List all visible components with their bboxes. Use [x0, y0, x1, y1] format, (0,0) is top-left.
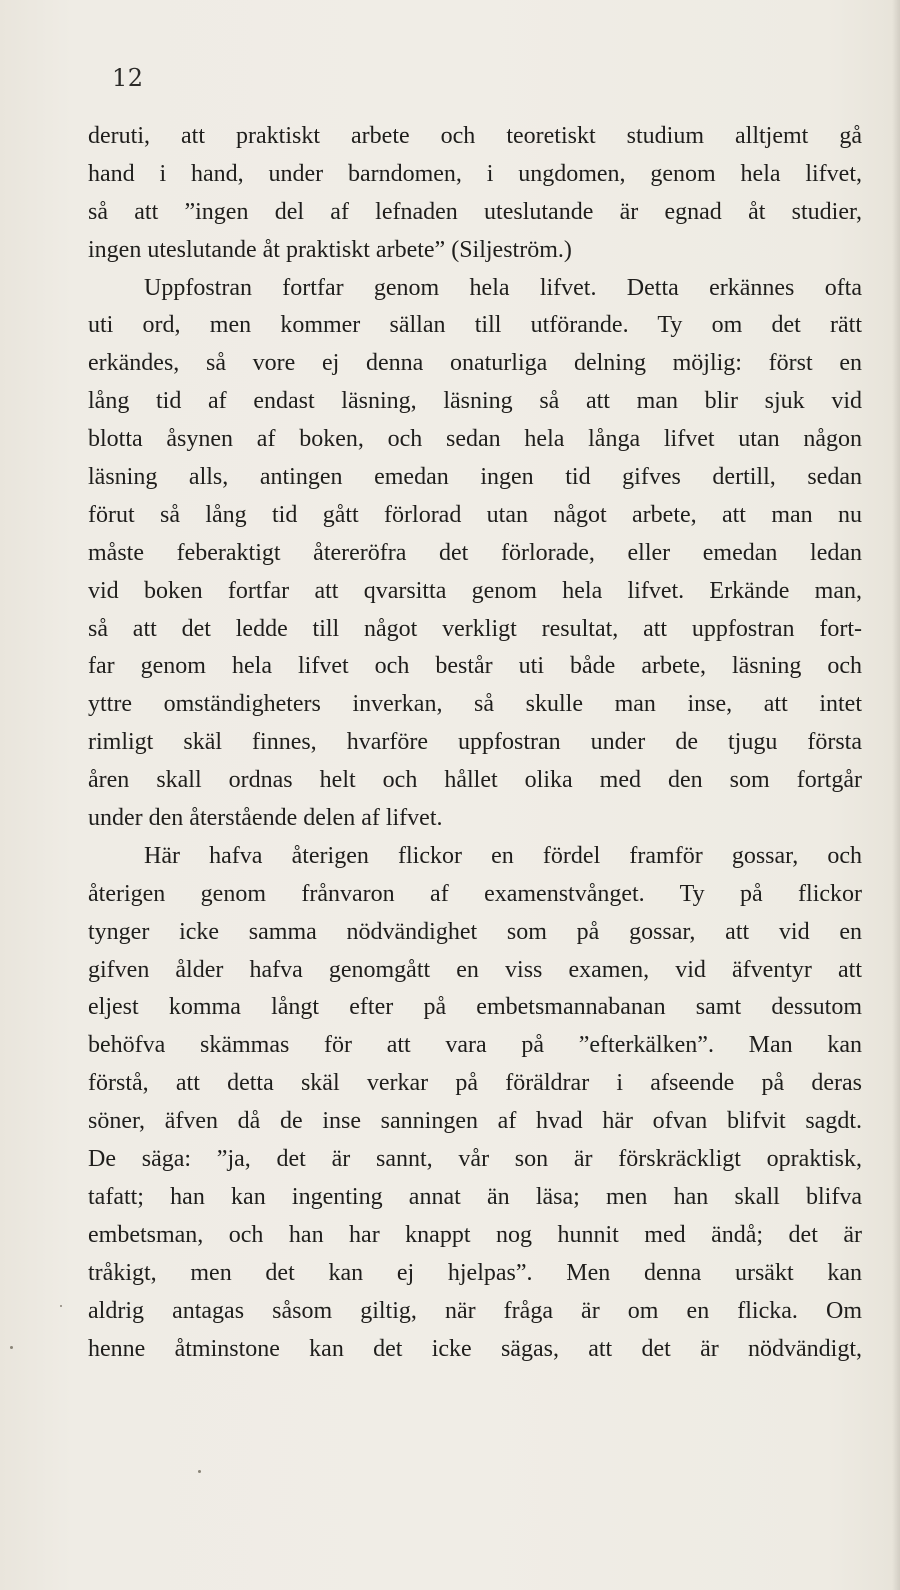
text-line: vid boken fortfar att qvarsitta genom hela lifvet. Erkände man, [88, 577, 862, 604]
text-line: tafatt; han kan ingenting annat än läsa; men han skall blifva [88, 1183, 862, 1210]
text-line: deruti, att praktiskt arbete och teoretiskt studium alltjemt gå [88, 123, 862, 149]
text-line: så att ”ingen del af lefnaden uteslutande är egnad åt studier, [88, 198, 862, 225]
text-line: De säga: ”ja, det är sannt, vår son är förskräckligt opraktisk, [88, 1146, 862, 1173]
text-line: så att det ledde till något verkligt resultat, att uppfostran fort- [88, 615, 862, 642]
text-line: yttre omständigheters inverkan, så skulle man inse, att intet [88, 691, 862, 718]
paper-speck [60, 1305, 62, 1307]
text-line: rimligt skäl finnes, hvarföre uppfostran under de tjugu första [88, 729, 862, 756]
text-line: tråkigt, men det kan ej hjelpas”. Men denna ursäkt kan [88, 1259, 862, 1286]
text-line: åren skall ordnas helt och hållet olika med den som fortgår [88, 767, 862, 794]
text-line: förut så lång tid gått förlorad utan något arbete, att man nu [88, 501, 862, 528]
text-line: aldrig antagas såsom giltig, när fråga är om en flicka. Om [88, 1297, 862, 1324]
paragraph-start-line: Här hafva återigen flickor en fördel framför gossar, och [144, 842, 862, 869]
text-line: blotta åsynen af boken, och sedan hela långa lifvet utan någon [88, 426, 862, 453]
text-line: söner, äfven då de inse sanningen af hvad här ofvan blifvit sagdt. [88, 1108, 862, 1135]
body-text [88, 118, 862, 1368]
text-line: återigen genom frånvaron af examenstvånget. Ty på flickor [88, 880, 862, 907]
text-line: under den återstående delen af lifvet. [88, 805, 443, 832]
page-number: 12 [112, 64, 144, 92]
text-line: hand i hand, under barndomen, i ungdomen, genom hela lifvet, [88, 160, 862, 187]
text-line: uti ord, men kommer sällan till utförande. Ty om det rätt [88, 312, 862, 339]
text-line: lång tid af endast läsning, läsning så att man blir sjuk vid [88, 388, 862, 415]
text-line: behöfva skämmas för att vara på ”efterkälken”. Man kan [88, 1032, 862, 1059]
text-line: måste feberaktigt återeröfra det förlorade, eller emedan ledan [88, 539, 862, 566]
paragraph-start-line: Uppfostran fortfar genom hela lifvet. Detta erkännes ofta [144, 274, 862, 301]
text-line: tynger icke samma nödvändighet som på gossar, att vid en [88, 918, 862, 945]
text-line: ingen uteslutande åt praktiskt arbete” (Siljeström.) [88, 236, 572, 263]
text-line: henne åtminstone kan det icke sägas, att det är nödvändigt, [88, 1335, 862, 1362]
paper-speck [10, 1346, 13, 1349]
text-line: embetsman, och han har knappt nog hunnit med ändå; det är [88, 1221, 862, 1248]
text-line: erkändes, så vore ej denna onaturliga delning möjlig: först en [88, 350, 862, 377]
text-line: eljest komma långt efter på embetsmannabanan samt dessutom [88, 994, 862, 1021]
text-line: förstå, att detta skäl verkar på föräldrar i afseende på deras [88, 1070, 862, 1097]
paper-speck [198, 1470, 201, 1473]
text-line: gifven ålder hafva genomgått en viss examen, vid äfventyr att [88, 956, 862, 983]
page-edge-shadow [892, 0, 900, 1590]
text-line: far genom hela lifvet och består uti både arbete, läsning och [88, 653, 862, 680]
text-line: läsning alls, antingen emedan ingen tid gifves dertill, sedan [88, 464, 862, 491]
